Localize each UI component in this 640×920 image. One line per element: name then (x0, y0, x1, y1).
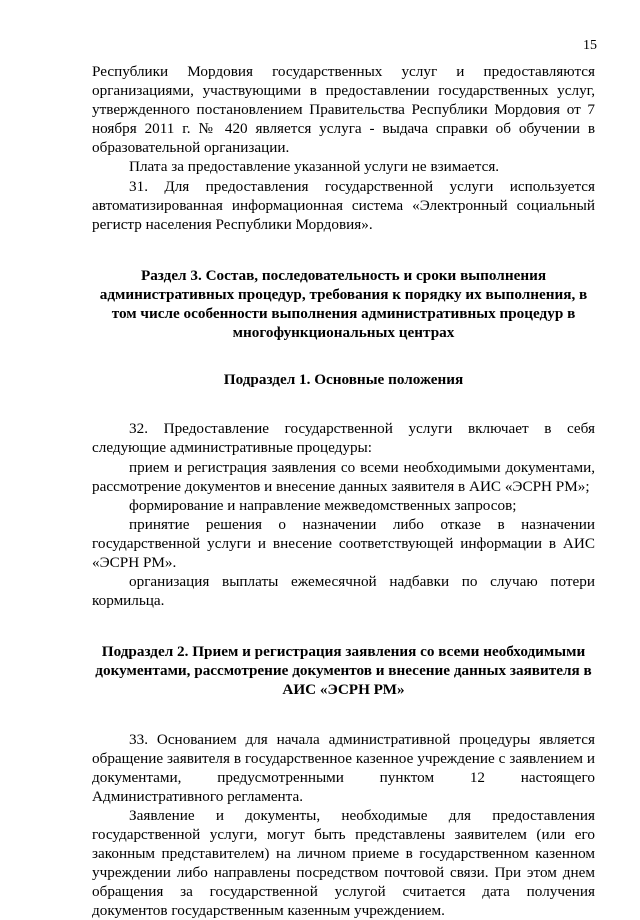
paragraph: Республики Мордовия государственных услуг и предоставляются организациями, участвующими в предоставлении государственных услуг, утвержденного постановлением Правительства Республики Мордовия от 7 ноября 2011 г. № 420 является услуга - выдача справки об обучении в образовательной организации. (92, 63, 595, 157)
subsection-2-heading: Подраздел 2. Прием и регистрация заявления со всеми необходимыми документами, рассмотрение документов и внесение данных заявителя в АИС «ЭСРН РМ» (95, 643, 592, 699)
subsection-1-heading: Подраздел 1. Основные положения (223, 371, 464, 389)
paragraph: 31. Для предоставления государственной услуги используется автоматизированная информационная система «Электронный социальный регистр населения Республики Мордовия». (92, 177, 595, 233)
page-body (92, 62, 595, 920)
paragraph: формирование и направление межведомственных запросов; (129, 496, 517, 514)
paragraph: 32. Предоставление государственной услуги включает в себя следующие административные процедуры: (92, 420, 595, 457)
paragraph: Заявление и документы, необходимые для предоставления государственной услуги, могут быть представлены заявителем (или его законным представителем) на личном приеме в государственном казенном учреждении либо направлены посредством почтовой связи. При этом днем обращения за государственной услугой считается дата получения документов государственным казенным учреждением. (92, 806, 595, 920)
paragraph: Плата за предоставление указанной услуги не взимается. (129, 158, 500, 176)
paragraph: 33. Основанием для начала административной процедуры является обращение заявителя в государственное казенное учреждение с заявлением и документами, предусмотренными пунктом 12 настоящего Административного регламента. (92, 730, 595, 805)
section-3-heading: Раздел 3. Состав, последовательность и сроки выполнения административных процедур, требования к порядку их выполнения, в том числе особенности выполнения административных процедур в многофункциональных центрах (99, 266, 588, 342)
paragraph: организация выплаты ежемесячной надбавки по случаю потери кормильца. (92, 573, 595, 610)
paragraph: прием и регистрация заявления со всеми необходимыми документами, рассмотрение документов и внесение данных заявителя в АИС «ЭСРН РМ»; (92, 458, 595, 495)
page-number: 15 (583, 38, 597, 53)
paragraph: принятие решения о назначении либо отказе в назначении государственной услуги и внесение соответствующей информации в АИС «ЭСРН РМ». (92, 515, 595, 571)
